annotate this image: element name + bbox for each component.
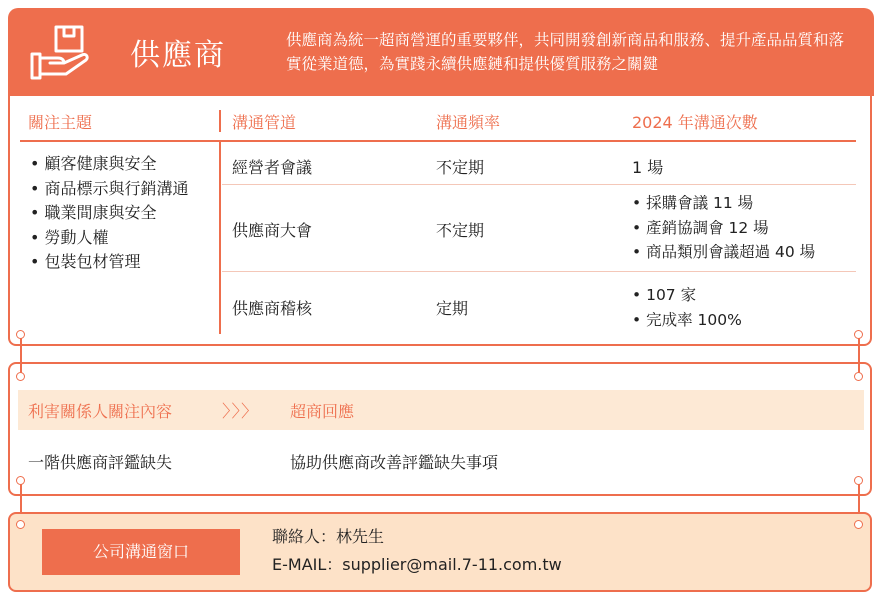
table-cell-channel: 經營者會議 — [232, 158, 313, 177]
connector-dot — [16, 476, 25, 485]
table-cell-frequency: 不定期 — [436, 221, 485, 240]
topic-list — [30, 152, 189, 275]
table-cell-frequency: 不定期 — [436, 158, 485, 177]
row-divider — [222, 184, 856, 185]
header-channel: 溝通管道 — [232, 113, 297, 132]
header-topic: 關注主題 — [28, 113, 93, 132]
topic-divider — [219, 142, 221, 334]
list-item: • 採購會議 11 場 — [632, 191, 815, 216]
table-cell-frequency: 定期 — [436, 299, 469, 318]
connector-dot — [16, 372, 25, 381]
table-cell-channel: 供應商稽核 — [232, 299, 313, 318]
connector-dot — [854, 520, 863, 529]
page-title: 供應商 — [130, 38, 226, 73]
connector-dot — [854, 476, 863, 485]
header-rule — [20, 140, 856, 142]
concern-left-header: 利害關係人關注內容 — [28, 402, 173, 421]
connector-dot — [16, 330, 25, 339]
connector-dot — [16, 520, 25, 529]
list-item: • 顧客健康與安全 — [30, 152, 189, 177]
concern-left-text: 一階供應商評鑑缺失 — [28, 453, 173, 472]
contact-info — [272, 523, 562, 579]
list-item: • 產銷協調會 12 場 — [632, 216, 815, 241]
list-item: • 商品標示與行銷溝通 — [30, 177, 189, 202]
list-item: • 商品類別會議超過 40 場 — [632, 240, 815, 265]
contact-window-button[interactable]: 公司溝通窗口 — [42, 529, 240, 575]
concern-right-text: 協助供應商改善評鑑缺失事項 — [290, 453, 499, 472]
list-item: • 職業間康與安全 — [30, 201, 189, 226]
row-divider — [222, 271, 856, 272]
list-item: • 107 家 — [632, 283, 742, 308]
table-cell-count-list — [632, 283, 742, 332]
table-cell-channel: 供應商大會 — [232, 221, 313, 240]
list-item: • 完成率 100% — [632, 308, 742, 333]
header-divider — [219, 110, 221, 132]
list-item: • 勞動人權 — [30, 226, 189, 251]
concern-right-header: 超商回應 — [290, 402, 355, 421]
contact-person: 聯絡人：林先生 — [272, 527, 385, 546]
connector-dot — [854, 330, 863, 339]
header-frequency: 溝通頻率 — [436, 113, 501, 132]
header-banner — [8, 8, 874, 96]
connector-dot — [854, 372, 863, 381]
header-description: 供應商為統一超商營運的重要夥伴，共同開發創新商品和服務、提升產品品質和落實從業道德，為實踐永續供應鏈和提供優質服務之關鍵 — [286, 31, 845, 73]
supplier-hand-box-icon — [28, 24, 104, 82]
concern-header-band — [18, 390, 864, 430]
contact-email[interactable]: E-MAIL：supplier@mail.7-11.com.tw — [272, 555, 562, 574]
header-count: 2024 年溝通次數 — [632, 113, 758, 132]
list-item: • 包裝包材管理 — [30, 250, 189, 275]
table-cell-count: 1 場 — [632, 158, 664, 177]
triple-chevron-icon: 〉〉〉 — [222, 402, 259, 422]
table-cell-count-list — [632, 191, 815, 265]
